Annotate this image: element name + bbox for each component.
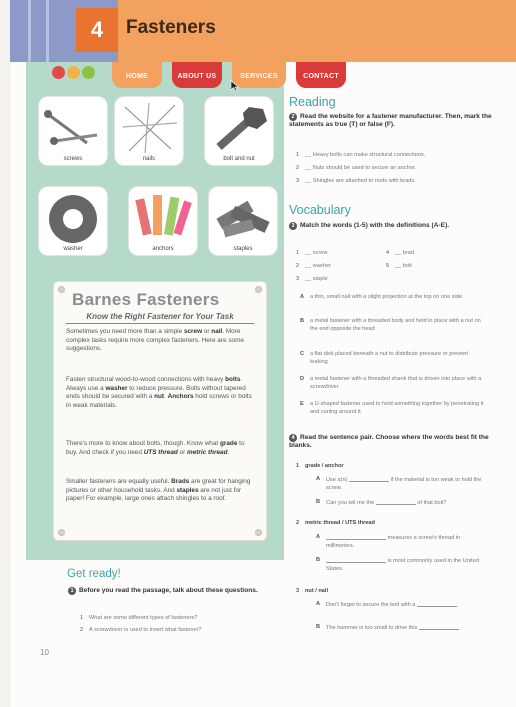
sentence-end: is most commonly used in the United States.: [326, 558, 479, 572]
article-title: Barnes Fasteners: [72, 290, 220, 309]
definition-text: a thin, small nail with a slight projection at the top on one side: [310, 294, 463, 300]
pin-icon: [255, 529, 262, 536]
reading-question: [289, 113, 495, 130]
tile-staples[interactable]: [208, 186, 278, 256]
definition-d: [300, 376, 486, 391]
article-paragraph-4: [66, 478, 256, 504]
keyword: screw: [183, 328, 203, 335]
keyword: nut: [154, 393, 165, 401]
text-run: or: [202, 328, 212, 335]
article-paragraph-2: [66, 376, 256, 410]
sentence-end: if the material is too weak to hold the screw.: [326, 477, 482, 491]
definition-letter: E: [300, 401, 304, 407]
unit-title: Fasteners: [126, 17, 216, 38]
answer-blank[interactable]: [417, 601, 457, 607]
item-text: A screwdriver is used to insert what fastener?: [89, 627, 202, 633]
text-run: are great for hanging pictures or other household tasks. And: [66, 478, 251, 494]
cursor-icon: [230, 80, 240, 92]
textbook-page: [10, 0, 516, 707]
definition-letter: B: [300, 318, 305, 324]
item-number: 2: [80, 627, 84, 633]
definition-text: a metal fastener with a threaded shank that is driven into place with a screwdriver: [310, 376, 482, 390]
item-number: 3: [296, 276, 300, 282]
tile-screws[interactable]: [38, 96, 108, 166]
answer-blank[interactable]: [376, 499, 416, 505]
sentence-start: Can you tell me the: [326, 500, 376, 506]
keyword: nail: [211, 328, 223, 335]
item-text: __ washer: [305, 263, 331, 269]
pair-words: metric thread / UTS thread: [305, 520, 375, 526]
text-run: . Always use a: [66, 376, 243, 392]
definition-text: a metal fastener with a threaded body and held in place with a nut on the end opposite the head: [310, 318, 481, 332]
tile-washer[interactable]: [38, 186, 108, 256]
pair-2-title: [296, 520, 375, 528]
pair-2-sentence-b: B is most commonly used in the United States.: [316, 557, 479, 572]
definition-text: a flat disk placed beneath a nut to distribute pressure or prevent leaking: [310, 351, 468, 365]
item-number: 3: [296, 588, 300, 594]
answer-blank[interactable]: [326, 557, 386, 563]
item-number: 1: [80, 615, 84, 621]
nav-home[interactable]: HOME: [112, 62, 162, 88]
vocabulary-heading: Vocabulary: [289, 203, 351, 217]
vocabulary-question-3: [289, 222, 495, 230]
text-run: .: [164, 393, 168, 401]
page-number: 10: [40, 648, 49, 657]
definition-text: a U-shaped fastener used to hold something together by penetrating it and curling around it: [310, 401, 484, 415]
word-item: [386, 263, 412, 271]
text-run: Smaller fasteners are equally useful.: [66, 478, 172, 485]
text-run: or: [177, 448, 188, 456]
pair-2-sentence-a: A measures a screw's thread in millimeters.: [316, 534, 461, 549]
pin-icon: [255, 286, 262, 293]
item-number: 3: [296, 178, 300, 184]
sentence-end: of that bolt?: [415, 500, 447, 506]
nav-services[interactable]: SERVICES: [232, 62, 286, 88]
item-text: What are some different types of fasteners?: [89, 615, 198, 621]
pair-1-sentence-b: B Can you tell me the of that bolt?: [316, 499, 447, 506]
pin-icon: [58, 529, 65, 536]
text-run: hold screws or bolts in weak materials.: [66, 393, 252, 409]
definition-letter: C: [300, 351, 305, 357]
pair-1-sentence-a: A Use a(n) if the material is too weak to hold the screw.: [316, 476, 482, 491]
red-dot: [52, 66, 65, 79]
text-run: to reduce pressure. Bolts without tapered ends should be secured with a: [66, 384, 246, 401]
nav-contact[interactable]: CONTACT: [296, 62, 346, 88]
text-run: .: [227, 448, 230, 456]
yellow-dot: [67, 66, 80, 79]
answer-blank[interactable]: [349, 476, 389, 482]
item-text: __ Heavy bolts can make structural connections.: [305, 152, 426, 158]
question-number: 1: [68, 587, 76, 595]
definition-b: [300, 318, 486, 333]
keyword: Brads: [171, 478, 190, 485]
get-ready-heading: Get ready!: [67, 568, 121, 580]
tile-caption: staples: [233, 246, 253, 252]
item-number: 5: [386, 263, 390, 269]
get-ready-item-2: [80, 627, 202, 635]
tile-caption: anchors: [152, 246, 174, 252]
text-run: Sometimes you need more than a simple: [66, 328, 184, 335]
keyword: UTS thread: [143, 448, 178, 456]
tile-caption: nails: [142, 156, 156, 162]
text-run: are not just for paper! For example, large ones attach shingles to a roof.: [66, 486, 242, 503]
item-number: 2: [296, 165, 300, 171]
pin-icon: [58, 286, 65, 293]
text-run: . More complex tasks require more complex fasteners. Here are some suggestions.: [66, 328, 244, 353]
item-text: __ bolt: [395, 263, 412, 269]
sentence-start: Use a(n): [326, 477, 350, 483]
tile-bolt-and-nut[interactable]: [204, 96, 274, 166]
reading-item-3: [296, 178, 416, 186]
pair-words: grade / anchor: [305, 463, 344, 469]
keyword: grade: [219, 440, 238, 447]
tile-caption: bolt and nut: [223, 156, 255, 162]
get-ready-item-1: [80, 615, 197, 623]
keyword: staples: [176, 486, 199, 494]
item-number: 2: [296, 263, 300, 269]
question-number: 4: [289, 434, 297, 442]
window-dots: [52, 66, 97, 84]
pair-words: nut / nail: [305, 588, 328, 594]
word-item: [386, 250, 414, 258]
keyword: washer: [105, 384, 128, 392]
item-text: __ Nuts should be used to secure an anchor.: [305, 165, 417, 171]
pair-3-title: [296, 588, 328, 596]
word-item: [296, 276, 328, 284]
pair-1-title: [296, 463, 344, 471]
answer-blank[interactable]: [419, 624, 459, 630]
item-number: 2: [296, 520, 300, 526]
text-run: to buy. And check if you need: [66, 440, 245, 456]
question-text: Read the website for a fastener manufacturer. Then, mark the statements as true (T) or false (F).: [289, 113, 492, 129]
item-text: __ brad: [395, 250, 414, 256]
text-run: There's more to know about bolts, though. Know what: [66, 440, 220, 447]
nav-about-us[interactable]: ABOUT US: [172, 62, 222, 88]
pair-3-sentence-b: B The hammer is too small to drive this: [326, 624, 486, 633]
definition-c: [300, 351, 486, 366]
question-number: 2: [289, 113, 297, 121]
keyword: metric thread: [187, 448, 228, 456]
definition-letter: D: [300, 376, 305, 382]
vocabulary-question-4: [289, 434, 495, 451]
item-text: __ staple: [305, 276, 328, 282]
question-text: Before you read the passage, talk about these questions.: [79, 587, 258, 594]
reading-item-1: [296, 152, 425, 160]
tile-caption: washer: [63, 246, 83, 252]
tile-anchors[interactable]: [128, 186, 198, 256]
word-item: [296, 263, 331, 271]
article-paragraph-1: [66, 328, 256, 354]
definition-e: [300, 401, 486, 416]
pair-3-sentence-a: A Don't forget to secure the bolt with a: [326, 601, 486, 610]
green-dot: [82, 66, 95, 79]
definition-letter: A: [300, 294, 305, 300]
tile-nails[interactable]: [114, 96, 184, 166]
item-text: __ screw: [305, 250, 328, 256]
reading-item-2: [296, 165, 416, 173]
article-paragraph-3: [66, 440, 256, 457]
item-number: 1: [296, 152, 300, 158]
question-text: Read the sentence pair. Choose where the words best fit the blanks.: [289, 434, 489, 450]
reading-heading: Reading: [289, 95, 336, 109]
unit-number: 4: [76, 8, 118, 52]
item-number: 1: [296, 250, 300, 256]
answer-blank[interactable]: [326, 534, 386, 540]
keyword: Anchors: [167, 393, 194, 401]
item-number: 4: [386, 250, 390, 256]
sentence-start: The hammer is too small to drive this: [326, 625, 419, 631]
article-card: [54, 282, 266, 540]
item-text: __ Shingles are attached to roofs with brads.: [305, 178, 416, 184]
article-subtitle: Know the Right Fastener for Your Task: [66, 312, 254, 324]
text-run: Fasten structural wood-to-wood connections with heavy: [66, 376, 226, 383]
get-ready-question: [68, 587, 268, 595]
sentence-end: measures a screw's thread in millimeters.: [326, 535, 461, 549]
item-number: 1: [296, 463, 300, 469]
sentence-start: Don't forget to secure the bolt with a: [326, 602, 417, 608]
question-number: 3: [289, 222, 297, 230]
definition-a: [300, 294, 486, 302]
keyword: bolts: [225, 376, 241, 383]
tile-caption: screws: [63, 156, 83, 162]
word-item: [296, 250, 327, 258]
question-text: Match the words (1-5) with the definitions (A-E).: [300, 222, 450, 229]
